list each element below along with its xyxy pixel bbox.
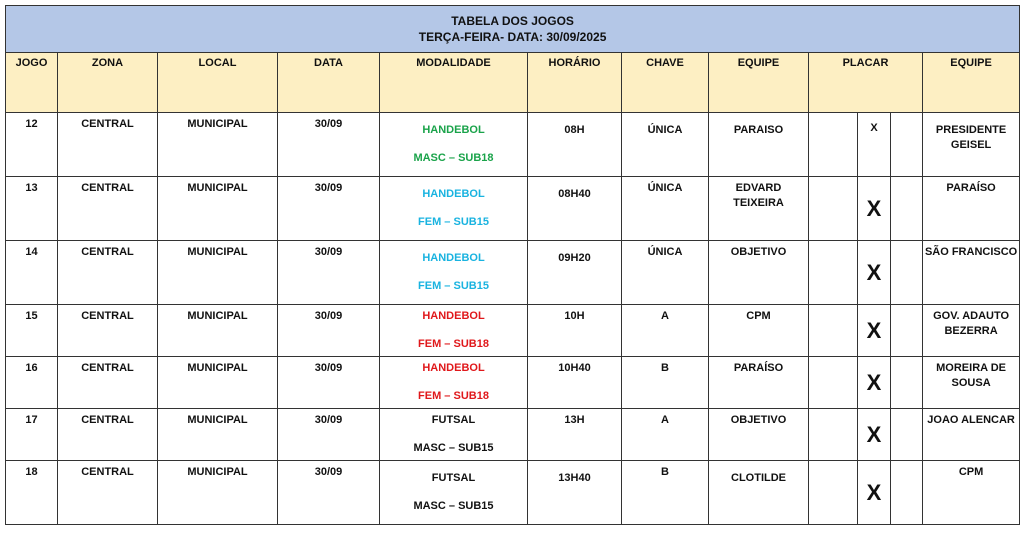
header-jogo: JOGO <box>6 53 58 113</box>
cell-modalidade <box>380 357 528 409</box>
cell-jogo: 14 <box>6 241 58 305</box>
modalidade-category: MASC – SUB15 <box>413 500 494 512</box>
cell-zona: CENTRAL <box>58 113 158 177</box>
cell-data: 30/09 <box>278 113 380 177</box>
modalidade-sport: FUTSAL <box>431 414 476 426</box>
placar-versus: X <box>858 113 891 177</box>
header-placar: PLACAR <box>809 53 923 113</box>
placar-versus: X <box>858 461 891 525</box>
cell-equipe-2: CPM <box>923 461 1020 525</box>
cell-horario: 10H40 <box>528 357 622 409</box>
cell-data: 30/09 <box>278 305 380 357</box>
modalidade-category: FEM – SUB18 <box>418 390 489 402</box>
placar-versus: X <box>858 177 891 241</box>
table-body <box>6 113 1020 525</box>
cell-jogo: 16 <box>6 357 58 409</box>
placar-score-2 <box>891 409 923 461</box>
cell-equipe-1: EDVARD TEIXEIRA <box>709 177 809 241</box>
cell-equipe-1: PARAÍSO <box>709 357 809 409</box>
header-row <box>6 53 1020 113</box>
modalidade-category: FEM – SUB15 <box>418 280 489 292</box>
modalidade-category: FEM – SUB18 <box>418 338 489 350</box>
cell-jogo: 17 <box>6 409 58 461</box>
header-equipe-1: EQUIPE <box>709 53 809 113</box>
cell-jogo: 15 <box>6 305 58 357</box>
table-row <box>6 177 1020 241</box>
cell-equipe-2: SÃO FRANCISCO <box>923 241 1020 305</box>
placar-score-1 <box>809 305 858 357</box>
cell-horario: 09H20 <box>528 241 622 305</box>
cell-zona: CENTRAL <box>58 461 158 525</box>
placar-score-1 <box>809 241 858 305</box>
cell-modalidade <box>380 113 528 177</box>
cell-horario: 13H40 <box>528 461 622 525</box>
cell-local: MUNICIPAL <box>158 409 278 461</box>
cell-equipe-1: CLOTILDE <box>709 461 809 525</box>
modalidade-sport: HANDEBOL <box>422 188 485 200</box>
modalidade-sport: HANDEBOL <box>422 252 485 264</box>
cell-local: MUNICIPAL <box>158 113 278 177</box>
cell-modalidade <box>380 305 528 357</box>
cell-equipe-2: MOREIRA DE SOUSA <box>923 357 1020 409</box>
cell-jogo: 13 <box>6 177 58 241</box>
cell-equipe-2: PARAÍSO <box>923 177 1020 241</box>
header-modalidade: MODALIDADE <box>380 53 528 113</box>
cell-chave: A <box>622 409 709 461</box>
header-local: LOCAL <box>158 53 278 113</box>
placar-score-2 <box>891 113 923 177</box>
cell-modalidade <box>380 409 528 461</box>
header-equipe-2: EQUIPE <box>923 53 1020 113</box>
placar-score-2 <box>891 461 923 525</box>
cell-local: MUNICIPAL <box>158 357 278 409</box>
table-title <box>6 6 1020 53</box>
cell-data: 30/09 <box>278 357 380 409</box>
cell-data: 30/09 <box>278 409 380 461</box>
placar-score-1 <box>809 113 858 177</box>
cell-zona: CENTRAL <box>58 409 158 461</box>
placar-versus: X <box>858 409 891 461</box>
modalidade-category: FEM – SUB15 <box>418 216 489 228</box>
table-row <box>6 305 1020 357</box>
placar-score-1 <box>809 177 858 241</box>
placar-score-1 <box>809 409 858 461</box>
cell-local: MUNICIPAL <box>158 241 278 305</box>
placar-score-2 <box>891 357 923 409</box>
cell-horario: 10H <box>528 305 622 357</box>
table-title-line2: TERÇA-FEIRA- DATA: 30/09/2025 <box>418 30 607 44</box>
cell-equipe-2: JOAO ALENCAR <box>923 409 1020 461</box>
cell-data: 30/09 <box>278 461 380 525</box>
header-zona: ZONA <box>58 53 158 113</box>
placar-score-1 <box>809 461 858 525</box>
cell-horario: 08H <box>528 113 622 177</box>
cell-chave: ÚNICA <box>622 241 709 305</box>
header-chave: CHAVE <box>622 53 709 113</box>
modalidade-category: MASC – SUB15 <box>413 442 494 454</box>
placar-score-2 <box>891 177 923 241</box>
games-table <box>5 5 1020 525</box>
cell-equipe-1: PARAISO <box>709 113 809 177</box>
cell-zona: CENTRAL <box>58 357 158 409</box>
cell-chave: A <box>622 305 709 357</box>
table-row <box>6 461 1020 525</box>
table-row <box>6 113 1020 177</box>
modalidade-sport: HANDEBOL <box>422 362 485 374</box>
cell-local: MUNICIPAL <box>158 461 278 525</box>
placar-versus: X <box>858 305 891 357</box>
games-table-wrapper <box>5 5 1019 525</box>
table-row <box>6 409 1020 461</box>
cell-horario: 08H40 <box>528 177 622 241</box>
header-data: DATA <box>278 53 380 113</box>
cell-zona: CENTRAL <box>58 177 158 241</box>
modalidade-category: MASC – SUB18 <box>413 152 494 164</box>
header-horario: HORÁRIO <box>528 53 622 113</box>
cell-equipe-1: CPM <box>709 305 809 357</box>
placar-versus: X <box>858 241 891 305</box>
table-row <box>6 241 1020 305</box>
cell-chave: ÚNICA <box>622 113 709 177</box>
placar-versus: X <box>858 357 891 409</box>
table-row <box>6 357 1020 409</box>
cell-horario: 13H <box>528 409 622 461</box>
placar-score-1 <box>809 357 858 409</box>
cell-zona: CENTRAL <box>58 305 158 357</box>
cell-equipe-1: OBJETIVO <box>709 409 809 461</box>
cell-chave: B <box>622 461 709 525</box>
cell-modalidade <box>380 177 528 241</box>
modalidade-sport: FUTSAL <box>431 472 476 484</box>
modalidade-sport: HANDEBOL <box>422 310 485 322</box>
cell-equipe-2: PRESIDENTE GEISEL <box>923 113 1020 177</box>
cell-zona: CENTRAL <box>58 241 158 305</box>
modalidade-sport: HANDEBOL <box>422 124 485 136</box>
cell-jogo: 18 <box>6 461 58 525</box>
cell-data: 30/09 <box>278 241 380 305</box>
cell-local: MUNICIPAL <box>158 177 278 241</box>
cell-equipe-1: OBJETIVO <box>709 241 809 305</box>
cell-chave: B <box>622 357 709 409</box>
cell-equipe-2: GOV. ADAUTO BEZERRA <box>923 305 1020 357</box>
placar-score-2 <box>891 305 923 357</box>
placar-score-2 <box>891 241 923 305</box>
cell-modalidade <box>380 241 528 305</box>
cell-chave: ÚNICA <box>622 177 709 241</box>
cell-data: 30/09 <box>278 177 380 241</box>
cell-modalidade <box>380 461 528 525</box>
cell-local: MUNICIPAL <box>158 305 278 357</box>
table-title-line1: TABELA DOS JOGOS <box>451 14 574 28</box>
cell-jogo: 12 <box>6 113 58 177</box>
